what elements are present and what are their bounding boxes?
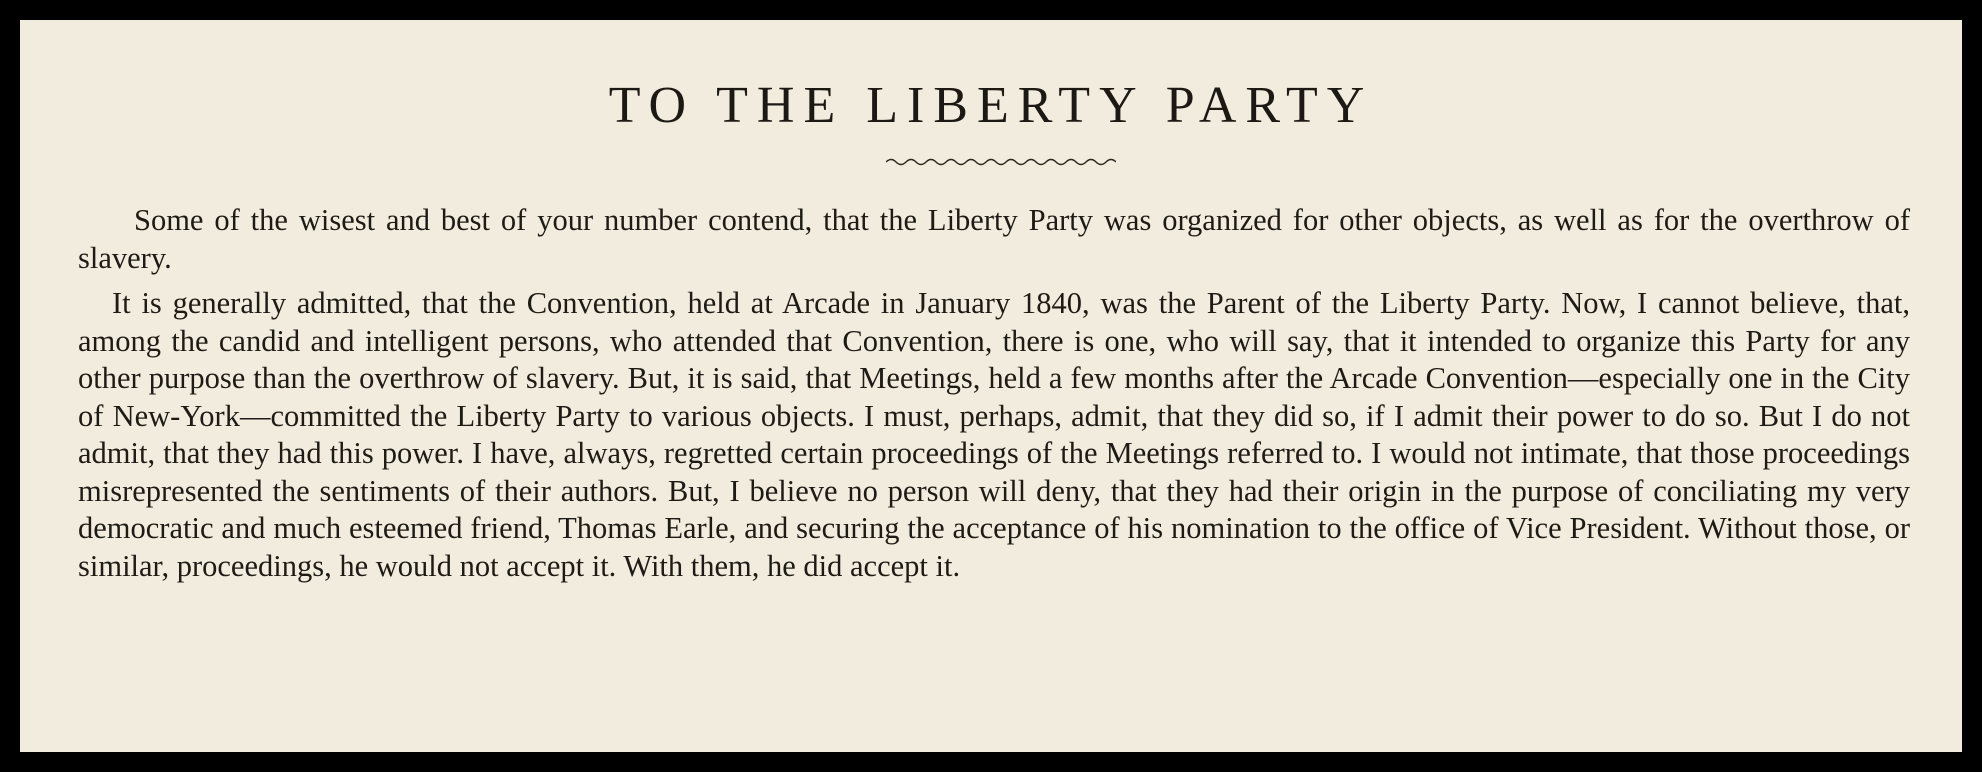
paragraph-1: Some of the wisest and best of your number contend, that the Liberty Party was organized for other objects, as well as for the overthrow of slavery. [78, 203, 1910, 275]
wavy-divider [886, 156, 1116, 168]
paragraph-2: It is generally admitted, that the Convention, held at Arcade in January 1840, was the Parent of the Liberty Party. Now, I cannot believe, that, among the candid and intelligent persons, who attended that Convention, there is one, who will say, that it intended to organize this Party for any other purpose than the overthrow of slavery. But, it is said, that Meetings, held a few months after the Arcade Convention—especially one in the City of New-York—committed the Liberty Party to various objects. I must, perhaps, admit, that they did so, if I admit their power to do so. But I do not admit, that they had this power. I have, always, regretted certain proceedings of the Meetings referred to. I would not intimate, that those proceedings misrepresented the sentiments of their authors. But, I believe no person will deny, that they had their origin in the purpose of conciliating my very democratic and much esteemed friend, Thomas Earle, and securing the acceptance of his nomination to the office of Vice President. Without those, or similar, proceedings, he would not accept it. With them, he did accept it. [78, 286, 1910, 583]
page-title: TO THE LIBERTY PARTY [608, 77, 1374, 134]
paper-page [20, 20, 1962, 752]
wavy-divider-line [886, 160, 1116, 165]
article-body [78, 202, 1910, 593]
